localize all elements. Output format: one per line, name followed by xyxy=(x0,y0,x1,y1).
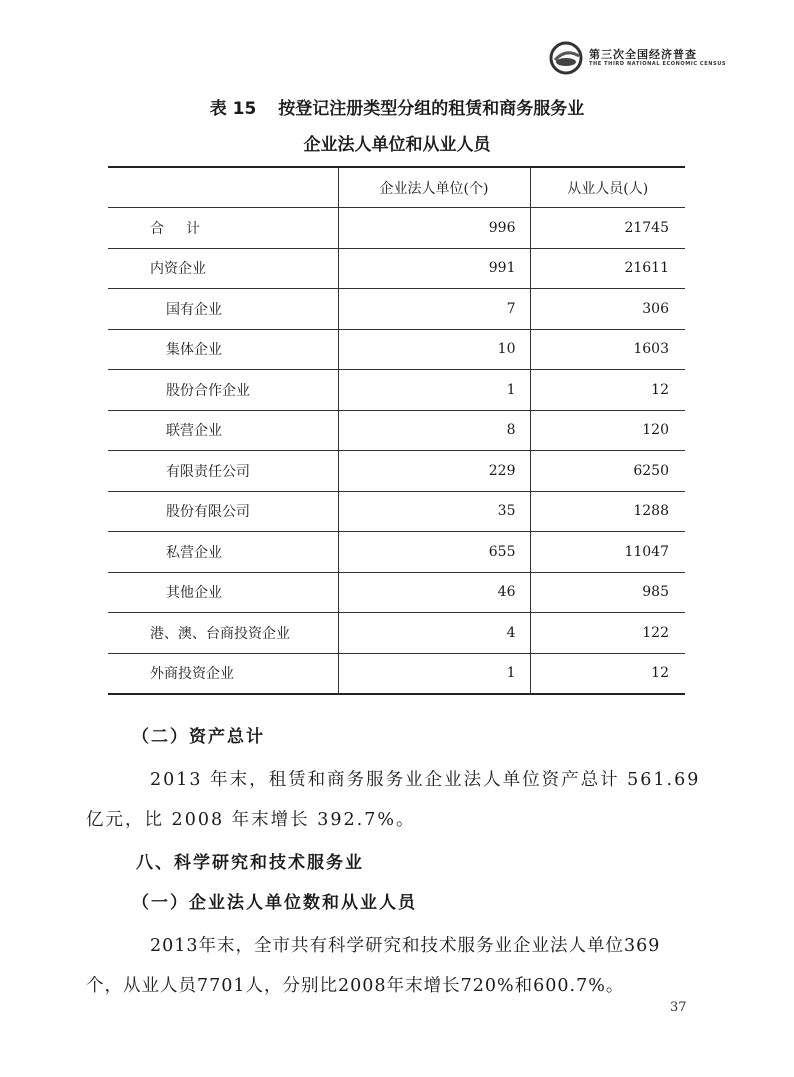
row-label: 国有企业 xyxy=(108,289,338,330)
row-employees: 985 xyxy=(530,572,685,613)
table-row xyxy=(108,208,685,249)
data-table xyxy=(108,166,685,695)
row-label: 外商投资企业 xyxy=(108,653,338,694)
row-employees: 21611 xyxy=(530,248,685,289)
table-row xyxy=(108,248,685,289)
header-employees: 从业人员(人) xyxy=(530,167,685,208)
table-row xyxy=(108,289,685,330)
table-title xyxy=(0,94,794,119)
row-units: 8 xyxy=(338,410,530,451)
table-row xyxy=(108,370,685,411)
table-row xyxy=(108,653,685,694)
header-blank xyxy=(108,167,338,208)
row-units: 35 xyxy=(338,491,530,532)
table-header-row xyxy=(108,167,685,208)
row-label: 合计 xyxy=(108,208,338,249)
row-employees: 1288 xyxy=(530,491,685,532)
row-employees: 12 xyxy=(530,370,685,411)
row-units: 991 xyxy=(338,248,530,289)
assets-para-line1: 2013 年末，租赁和商务服务业企业法人单位资产总计 561.69 xyxy=(150,770,701,790)
row-units: 1 xyxy=(338,370,530,411)
row-label: 集体企业 xyxy=(108,329,338,370)
subheading-science: （一）企业法人单位数和从业人员 xyxy=(132,893,417,913)
row-label: 股份合作企业 xyxy=(108,370,338,411)
table-row xyxy=(108,410,685,451)
row-units: 229 xyxy=(338,451,530,492)
table-row xyxy=(108,329,685,370)
row-units: 996 xyxy=(338,208,530,249)
census-emblem-icon xyxy=(547,38,585,78)
logo-text-en: THE THIRD NATIONAL ECONOMIC CENSUS xyxy=(589,61,727,67)
row-employees: 11047 xyxy=(530,532,685,573)
row-units: 46 xyxy=(338,572,530,613)
row-label: 内资企业 xyxy=(108,248,338,289)
table-number: 表 15 xyxy=(209,99,257,119)
row-label: 港、澳、台商投资企业 xyxy=(108,613,338,654)
row-employees: 12 xyxy=(530,653,685,694)
row-employees: 120 xyxy=(530,410,685,451)
row-label: 其他企业 xyxy=(108,572,338,613)
logo-text-cn: 第三次全国经济普查 xyxy=(589,48,697,61)
row-label: 联营企业 xyxy=(108,410,338,451)
assets-para-line2: 亿元，比 2008 年末增长 392.7%。 xyxy=(86,810,416,830)
row-label: 股份有限公司 xyxy=(108,491,338,532)
row-employees: 21745 xyxy=(530,208,685,249)
table-row xyxy=(108,613,685,654)
heading-science: 八、科学研究和技术服务业 xyxy=(136,853,364,873)
row-employees: 6250 xyxy=(530,451,685,492)
science-para-line2: 个，从业人员7701人，分别比2008年末增长720%和600.7%。 xyxy=(86,976,625,996)
table-row xyxy=(108,532,685,573)
row-units: 4 xyxy=(338,613,530,654)
table-title-line1: 按登记注册类型分组的租赁和商务服务业 xyxy=(278,99,585,119)
row-units: 10 xyxy=(338,329,530,370)
table-title-line2: 企业法人单位和从业人员 xyxy=(303,135,491,155)
table-row xyxy=(108,491,685,532)
row-employees: 306 xyxy=(530,289,685,330)
row-label: 私营企业 xyxy=(108,532,338,573)
row-employees: 1603 xyxy=(530,329,685,370)
header-units: 企业法人单位(个) xyxy=(338,167,530,208)
table-row xyxy=(108,572,685,613)
heading-assets: （二）资产总计 xyxy=(132,727,265,747)
row-employees: 122 xyxy=(530,613,685,654)
census-logo xyxy=(547,38,727,78)
table-row xyxy=(108,451,685,492)
row-label: 有限责任公司 xyxy=(108,451,338,492)
science-para-line1: 2013年末，全市共有科学研究和技术服务业企业法人单位369 xyxy=(150,936,661,956)
page-number: 37 xyxy=(670,1000,687,1015)
row-units: 655 xyxy=(338,532,530,573)
row-units: 1 xyxy=(338,653,530,694)
row-units: 7 xyxy=(338,289,530,330)
